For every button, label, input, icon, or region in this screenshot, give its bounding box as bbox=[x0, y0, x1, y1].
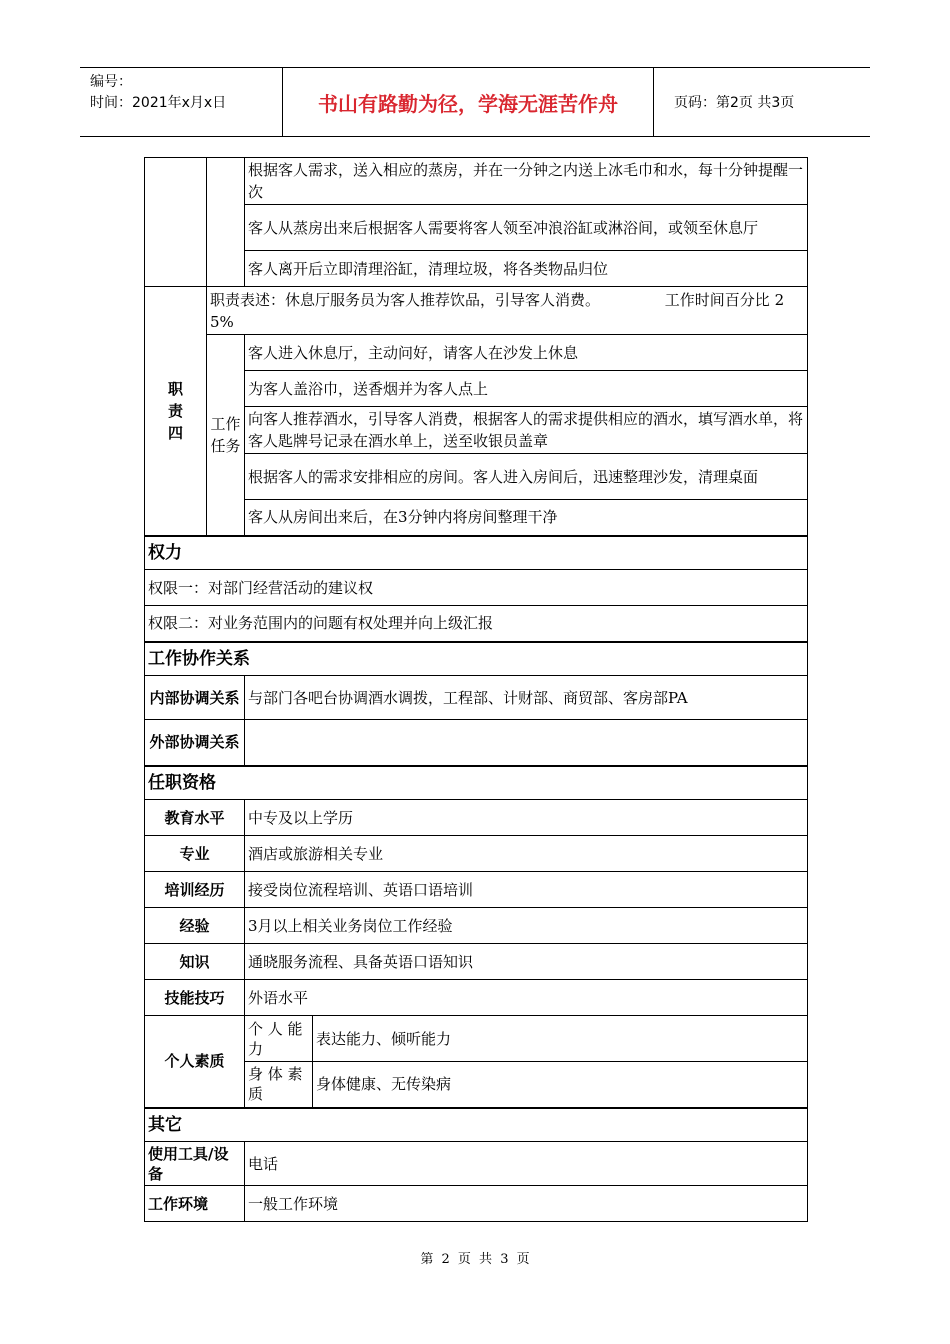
header-page-text: 页码：第2页 共3页 bbox=[674, 95, 795, 111]
qualification-value: 3月以上相关业务岗位工作经验 bbox=[245, 908, 808, 944]
duty4-task-row bbox=[145, 500, 808, 536]
qualification-label: 技能技巧 bbox=[145, 980, 245, 1016]
external-coordination-label: 外部协调关系 bbox=[145, 720, 245, 766]
other-label: 使用工具/设备 bbox=[145, 1142, 245, 1186]
duty4-task-row bbox=[145, 454, 808, 500]
duty3-label-cell bbox=[145, 158, 207, 287]
qualification-section-row bbox=[145, 766, 808, 800]
other-value: 一般工作环境 bbox=[245, 1186, 808, 1222]
qualification-label: 知识 bbox=[145, 944, 245, 980]
page-footer: 第 2 页 共 3 页 bbox=[420, 1252, 530, 1267]
job-description-document bbox=[144, 157, 807, 1222]
authority-item: 权限一：对部门经营活动的建议权 bbox=[145, 570, 808, 606]
personal-quality-label: 个人素质 bbox=[145, 1016, 245, 1108]
duty4-task: 客人从房间出来后，在3分钟内将房间整理干净 bbox=[245, 500, 808, 536]
other-title: 其它 bbox=[145, 1108, 808, 1142]
duty4-task-label-cell bbox=[207, 335, 245, 536]
other-row bbox=[145, 1142, 808, 1186]
personal-sub-label: 个 人 能 力 bbox=[245, 1016, 313, 1062]
personal-sub-value: 表达能力、倾听能力 bbox=[313, 1016, 808, 1062]
header-page-info bbox=[664, 68, 870, 136]
authority-title: 权力 bbox=[145, 536, 808, 570]
qualification-row bbox=[145, 800, 808, 836]
internal-coordination-row bbox=[145, 676, 808, 720]
duty4-task-row bbox=[145, 335, 808, 371]
qualification-value: 通晓服务流程、具备英语口语知识 bbox=[245, 944, 808, 980]
duty3-task-row bbox=[145, 158, 808, 205]
other-row bbox=[145, 1186, 808, 1222]
internal-coordination-value: 与部门各吧台协调酒水调拨，工程部、计财部、商贸部、客房部PA bbox=[245, 676, 808, 720]
authority-item: 权限二：对业务范围内的问题有权处理并向上级汇报 bbox=[145, 606, 808, 642]
duty4-task-label: 工作任务 bbox=[210, 414, 241, 455]
qualification-label: 专业 bbox=[145, 836, 245, 872]
duty3-task-label-cell bbox=[207, 158, 245, 287]
doc-date-label: 时间：2021年x月x日 bbox=[90, 95, 227, 111]
external-coordination-value bbox=[245, 720, 808, 766]
qualification-row bbox=[145, 980, 808, 1016]
duty4-task: 根据客人的需求安排相应的房间。客人进入房间后，迅速整理沙发，清理桌面 bbox=[245, 454, 808, 500]
duty3-task: 客人从蒸房出来后根据客人需要将客人领至冲浪浴缸或淋浴间，或领至休息厅 bbox=[245, 205, 808, 251]
other-section-row bbox=[145, 1108, 808, 1142]
cooperation-section-row bbox=[145, 642, 808, 676]
duty4-time-share: 工作时间百分比 25% bbox=[210, 290, 785, 331]
qualification-value: 外语水平 bbox=[245, 980, 808, 1016]
qualification-row bbox=[145, 908, 808, 944]
other-label: 工作环境 bbox=[145, 1186, 245, 1222]
duty3-task-row bbox=[145, 251, 808, 287]
duty4-task-row bbox=[145, 371, 808, 407]
qualification-value: 中专及以上学历 bbox=[245, 800, 808, 836]
personal-quality-row bbox=[145, 1016, 808, 1062]
internal-coordination-label: 内部协调关系 bbox=[145, 676, 245, 720]
personal-sub-label: 身 体 素 质 bbox=[245, 1062, 313, 1108]
qualification-label: 经验 bbox=[145, 908, 245, 944]
duty4-task: 为客人盖浴巾，送香烟并为客人点上 bbox=[245, 371, 808, 407]
duty4-label bbox=[145, 287, 207, 536]
qualification-row bbox=[145, 872, 808, 908]
header-motto: 书山有路勤为径，学海无涯苦作舟 bbox=[283, 68, 654, 136]
personal-quality-row bbox=[145, 1062, 808, 1108]
duty3-task: 根据客人需求，送入相应的蒸房，并在一分钟之内送上冰毛巾和水，每十分钟提醒一次 bbox=[245, 158, 808, 205]
page-header bbox=[80, 67, 870, 137]
qualification-value: 接受岗位流程培训、英语口语培训 bbox=[245, 872, 808, 908]
qualification-label: 培训经历 bbox=[145, 872, 245, 908]
duty4-description-row bbox=[145, 287, 808, 335]
qualification-title: 任职资格 bbox=[145, 766, 808, 800]
job-description-table bbox=[144, 157, 808, 1222]
duty4-description: 职责表述：休息厅服务员为客人推荐饮品，引导客人消费。 bbox=[210, 290, 601, 309]
duty4-description-cell bbox=[207, 287, 808, 335]
duty4-task-row bbox=[145, 407, 808, 454]
authority-row bbox=[145, 570, 808, 606]
external-coordination-row bbox=[145, 720, 808, 766]
duty4-label-text: 职责四 bbox=[167, 379, 183, 442]
authority-row bbox=[145, 606, 808, 642]
header-meta bbox=[80, 68, 283, 136]
doc-number-label: 编号： bbox=[90, 74, 132, 90]
other-value: 电话 bbox=[245, 1142, 808, 1186]
duty4-task: 向客人推荐酒水，引导客人消费，根据客人的需求提供相应的酒水，填写酒水单，将客人匙牌号记录在酒水单上，送至收银员盖章 bbox=[245, 407, 808, 454]
authority-section-row bbox=[145, 536, 808, 570]
personal-sub-value: 身体健康、无传染病 bbox=[313, 1062, 808, 1108]
duty4-task: 客人进入休息厅，主动问好，请客人在沙发上休息 bbox=[245, 335, 808, 371]
cooperation-title: 工作协作关系 bbox=[145, 642, 808, 676]
qualification-label: 教育水平 bbox=[145, 800, 245, 836]
duty3-task-row bbox=[145, 205, 808, 251]
duty3-task: 客人离开后立即清理浴缸，清理垃圾，将各类物品归位 bbox=[245, 251, 808, 287]
qualification-row bbox=[145, 944, 808, 980]
qualification-row bbox=[145, 836, 808, 872]
qualification-value: 酒店或旅游相关专业 bbox=[245, 836, 808, 872]
